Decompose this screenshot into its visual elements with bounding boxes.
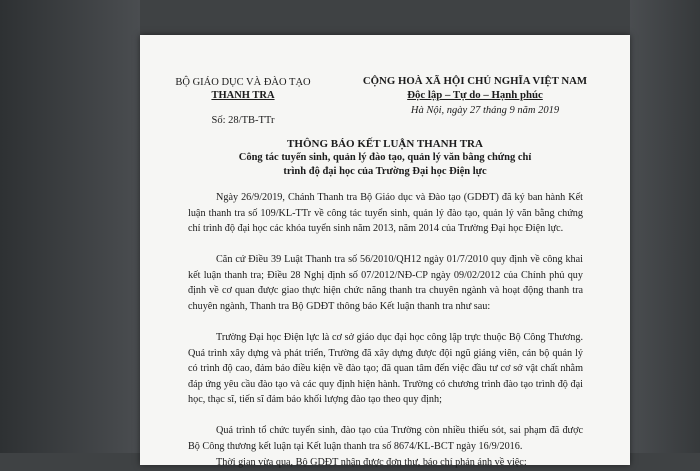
department-name: THANH TRA (211, 90, 275, 101)
document-subtitle-2: trình độ đại học của Trường Đại học Điện lực (283, 166, 487, 177)
background-right (630, 0, 700, 453)
paragraph-5: Thời gian vừa qua, Bộ GDĐT nhận được đơn thư, báo chí phản ánh về việc: (216, 457, 527, 468)
document-subtitle-1: Công tác tuyển sinh, quản lý đào tạo, quản lý văn bằng chứng chỉ (238, 152, 532, 163)
paragraph-3: Trường Đại học Điện lực là cơ sở giáo dục đại học công lập trực thuộc Bộ Công Thương. Quá trình xây dựng và phát triển, Trường đã xây dựng được đội ngũ giảng viên, cán bộ quản lý có trình độ cao, đảm bảo điều kiện về đào tạo; đã quan tâm đến việc đầu tư cơ sở vật chất nhằm đáp ứng yêu cầu đào tạo và các quy định hiện hành. Trường có chương trình đào tạo trình độ đại học, thạc sĩ, tiến sĩ đảm bảo khối lượng đào tạo theo quy định; (188, 332, 583, 405)
document-number: Số: 28/TB-TTr (211, 115, 275, 126)
paragraph-4: Quá trình tổ chức tuyển sinh, đào tạo của Trường còn nhiều thiếu sót, sai phạm đã được Bộ Công thương kết luận tại Kết luận thanh tra số 8674/KL-BCT ngày 16/9/2016. (188, 425, 583, 452)
ministry-name: BỘ GIÁO DỤC VÀ ĐÀO TẠO (175, 77, 311, 88)
document-page (140, 35, 630, 468)
background-left (0, 0, 140, 453)
document-title: THÔNG BÁO KẾT LUẬN THANH TRA (287, 138, 483, 150)
paragraph-2: Căn cứ Điều 39 Luật Thanh tra số 56/2010/QH12 ngày 01/7/2010 quy định về công khai kết luận thanh tra; Điều 28 Nghị định số 07/2012/NĐ-CP ngày 09/02/2012 của Chính phủ quy định về cơ quan được giao thực hiện chức năng thanh tra chuyên ngành và hoạt động thanh tra chuyên ngành, Thanh tra Bộ GDĐT thông báo Kết luận thanh tra như sau: (188, 254, 583, 312)
place-date: Hà Nội, ngày 27 tháng 9 năm 2019 (410, 105, 560, 116)
country-name: CỘNG HOÀ XÃ HỘI CHỦ NGHĨA VIỆT NAM (362, 75, 588, 87)
paragraph-1: Ngày 26/9/2019, Chánh Thanh tra Bộ Giáo dục và Đào tạo (GDĐT) đã ký ban hành Kết luận thanh tra số 109/KL-TTr về công tác tuyển sinh, quản lý đào tạo, quản lý văn bằng chứng chỉ trình độ đại học các khóa tuyển sinh năm 2013, năm 2014 của Trường Đại học Điện lực. (188, 192, 583, 234)
motto: Độc lập – Tự do – Hạnh phúc (407, 89, 543, 101)
